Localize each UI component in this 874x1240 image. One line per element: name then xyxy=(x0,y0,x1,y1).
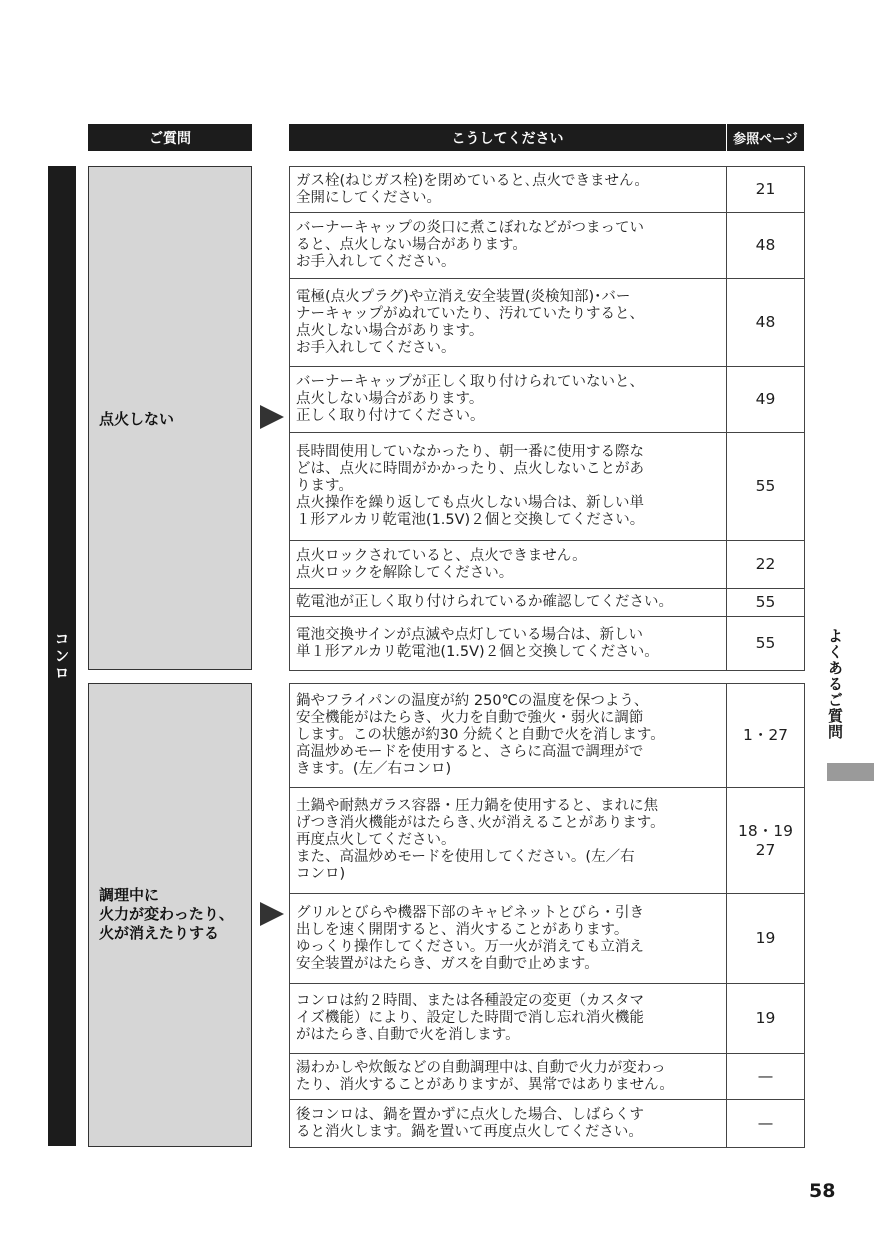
answer-text: 電池交換サインが点滅や点灯している場合は、新しい 単１形アルカリ乾電池(1.5V)２個と交換してください。 xyxy=(290,617,727,671)
header-ref-page: 参照ページ xyxy=(727,124,804,151)
arrow-icon xyxy=(260,405,284,429)
answer-text: 電極(点火プラグ)や立消え安全装置(炎検知部)･バー ナーキャップがぬれていたり、汚れていたりすると、 点火しない場合があります。 お手入れしてください。 xyxy=(290,279,727,367)
table-row xyxy=(290,1100,805,1148)
ref-page: 19 xyxy=(727,894,805,984)
table-row xyxy=(290,617,805,671)
header-action: こうしてください xyxy=(289,124,726,151)
question-box-no-ignition xyxy=(88,166,252,670)
ref-page: 55 xyxy=(727,617,805,671)
answer-text: 湯わかしや炊飯などの自動調理中は､自動で火力が変わっ たり、消火することがありますが、異常ではありません。 xyxy=(290,1054,727,1100)
answer-table-no-ignition xyxy=(289,166,805,671)
ref-page: 48 xyxy=(727,279,805,367)
question-label: 調理中に 火力が変わったり、 火が消えたりする xyxy=(99,886,234,942)
answer-text: ガス栓(ねじガス栓)を閉めていると､点火できません。 全開にしてください。 xyxy=(290,167,727,213)
answer-text: 土鍋や耐熱ガラス容器・圧力鍋を使用すると、まれに焦 げつき消火機能がはたらき､火が消えることがあります。 再度点火してください。 また、高温炒めモードを使用してください。(左／右 コンロ) xyxy=(290,788,727,894)
answer-text: 点火ロックされていると、点火できません。 点火ロックを解除してください。 xyxy=(290,541,727,589)
ref-page: 55 xyxy=(727,433,805,541)
question-label: 点火しない xyxy=(99,410,175,428)
header-question: ご質問 xyxy=(88,124,252,151)
ref-page: 49 xyxy=(727,367,805,433)
answer-text: 長時間使用していなかったり、朝一番に使用する際な どは、点火に時間がかかったり、点火しないことがあ ります。 点火操作を繰り返しても点火しない場合は、新しい単 １形アルカリ乾電池(1.5V)２個と交換してください。 xyxy=(290,433,727,541)
answer-text: 乾電池が正しく取り付けられているか確認してください。 xyxy=(290,589,727,617)
arrow-icon xyxy=(260,902,284,926)
ref-page: 22 xyxy=(727,541,805,589)
answer-table-flame-change xyxy=(289,683,805,1148)
table-row xyxy=(290,788,805,894)
table-row xyxy=(290,589,805,617)
table-row xyxy=(290,167,805,213)
page-number: 58 xyxy=(809,1180,836,1202)
ref-page: 48 xyxy=(727,213,805,279)
table-row xyxy=(290,984,805,1054)
ref-page: 1・27 xyxy=(727,684,805,788)
side-tab-text: よくあるご質問 xyxy=(826,628,844,740)
category-label-bar xyxy=(48,166,76,1146)
ref-page: — xyxy=(727,1100,805,1148)
side-tab-label xyxy=(825,628,847,744)
table-row xyxy=(290,279,805,367)
ref-page: 19 xyxy=(727,984,805,1054)
question-box-flame-change xyxy=(88,683,252,1147)
side-tab-marker xyxy=(827,763,874,781)
table-row xyxy=(290,894,805,984)
table-row xyxy=(290,213,805,279)
table-row xyxy=(290,1054,805,1100)
answer-text: コンロは約２時間、または各種設定の変更（カスタマ イズ機能）により、設定した時間で消し忘れ消火機能 がはたらき､自動で火を消します。 xyxy=(290,984,727,1054)
answer-text: バーナーキャップの炎口に煮こぼれなどがつまってい ると、点火しない場合があります。 お手入れしてください。 xyxy=(290,213,727,279)
category-label: コンロ xyxy=(52,630,71,682)
ref-page: 55 xyxy=(727,589,805,617)
answer-text: バーナーキャップが正しく取り付けられていないと、 点火しない場合があります。 正しく取り付けてください。 xyxy=(290,367,727,433)
answer-text: 後コンロは、鍋を置かずに点火した場合、しばらくす ると消火します。鍋を置いて再度点火してください。 xyxy=(290,1100,727,1148)
table-row xyxy=(290,541,805,589)
answer-text: 鍋やフライパンの温度が約 250℃の温度を保つよう、 安全機能がはたらき、火力を自動で強火・弱火に調節 します。この状態が約30 分続くと自動で火を消します。 高温炒めモードを使用すると、さらに高温で調理がで きます。(左／右コンロ) xyxy=(290,684,727,788)
ref-page: — xyxy=(727,1054,805,1100)
ref-page: 21 xyxy=(727,167,805,213)
ref-page: 18・19 27 xyxy=(727,788,805,894)
table-row xyxy=(290,684,805,788)
answer-text: グリルとびらや機器下部のキャビネットとびら・引き 出しを速く開閉すると、消火することがあります。 ゆっくり操作してください。万一火が消えても立消え 安全装置がはたらき、ガスを自動で止めます。 xyxy=(290,894,727,984)
table-row xyxy=(290,433,805,541)
table-row xyxy=(290,367,805,433)
